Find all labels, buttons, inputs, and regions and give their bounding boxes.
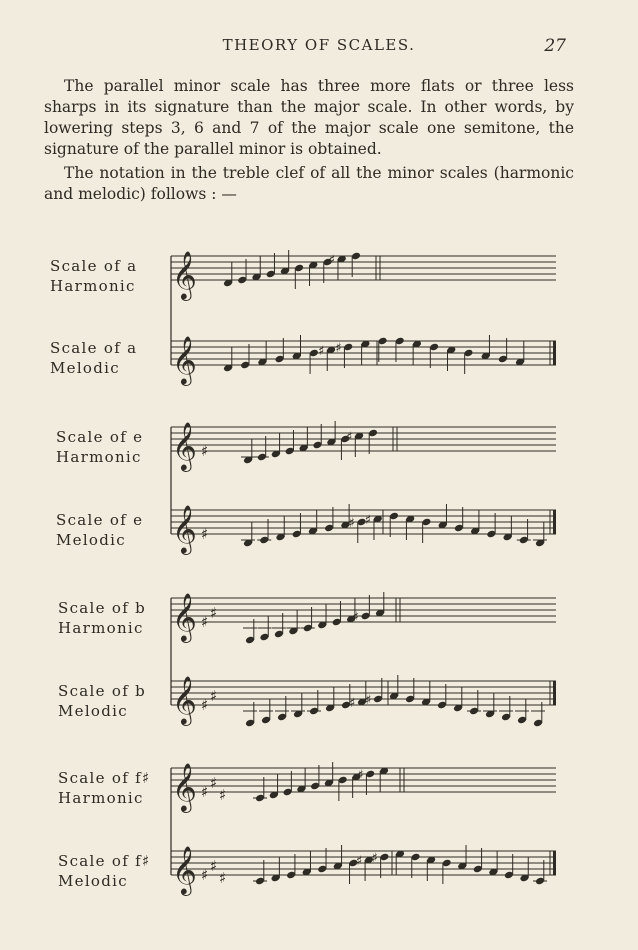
key-sharp-icon: ♯ xyxy=(210,774,218,792)
key-sharp-icon: ♯ xyxy=(219,786,227,804)
treble-clef-icon: 𝄞 xyxy=(172,421,197,470)
treble-clef-icon: 𝄞 xyxy=(172,504,197,553)
staff xyxy=(171,845,556,896)
accidental-icon: ♯ xyxy=(364,513,372,528)
accidental-icon: ♯ xyxy=(348,516,355,531)
key-sharp-icon: ♯ xyxy=(201,442,209,460)
key-sharp-icon: ♯ xyxy=(219,869,227,887)
paragraph: The parallel minor scale has three more flats or three less sharps in its signature than the major scale. In other words, by lowering steps 3, 6 and 7 of the major scale one semitone, the signature of the parallel minor is obtained. xyxy=(44,77,574,158)
accidental-icon: ♯ xyxy=(335,341,342,356)
treble-clef-icon: 𝄞 xyxy=(172,335,197,384)
final-barline xyxy=(553,681,556,705)
key-sharp-icon: ♯ xyxy=(201,696,209,714)
staff xyxy=(171,762,556,813)
staff xyxy=(171,421,556,472)
staff xyxy=(171,335,556,386)
staff xyxy=(171,592,556,644)
scale-label: Scale of b Melodic xyxy=(58,682,147,720)
paragraph: The notation in the treble clef of all the minor scales (harmonic and melodic) follows : — xyxy=(44,164,574,203)
staff xyxy=(171,250,556,301)
accidental-icon: ♯ xyxy=(328,253,336,268)
final-barline xyxy=(553,851,556,875)
accidental-icon: ♯ xyxy=(349,696,356,711)
key-sharp-icon: ♯ xyxy=(201,783,209,801)
staff xyxy=(171,504,556,555)
scale-label: Scale of b Harmonic xyxy=(58,599,147,637)
accidental-icon: ♯ xyxy=(346,430,353,445)
treble-clef-icon: 𝄞 xyxy=(172,592,197,641)
key-sharp-icon: ♯ xyxy=(201,866,209,884)
treble-clef-icon: 𝄞 xyxy=(172,250,197,299)
accidental-icon: ♯ xyxy=(352,610,359,625)
scale-label: Scale of f♯ Harmonic xyxy=(58,769,151,807)
scale-label: Scale of a Melodic xyxy=(50,339,138,377)
key-sharp-icon: ♯ xyxy=(210,604,218,622)
scale-label: Scale of a Harmonic xyxy=(50,257,138,295)
accidental-icon: ♯ xyxy=(365,693,372,708)
accidental-icon: ♯ xyxy=(357,768,364,783)
accidental-icon: ♯ xyxy=(318,344,325,359)
key-sharp-icon: ♯ xyxy=(201,525,209,543)
treble-clef-icon: 𝄞 xyxy=(172,845,197,894)
key-sharp-icon: ♯ xyxy=(210,857,218,875)
scale-label: Scale of e Harmonic xyxy=(56,428,144,466)
final-barline xyxy=(553,341,556,365)
scale-label: Scale of e Melodic xyxy=(56,511,144,549)
accidental-icon: ♯ xyxy=(355,854,363,869)
accidental-icon: ♯ xyxy=(371,851,378,866)
treble-clef-icon: 𝄞 xyxy=(172,762,197,811)
staff xyxy=(171,675,556,727)
final-barline xyxy=(553,510,556,534)
running-title: THEORY OF SCALES. xyxy=(222,36,416,54)
key-sharp-icon: ♯ xyxy=(201,613,209,631)
scale-label: Scale of f♯ Melodic xyxy=(58,852,151,890)
treble-clef-icon: 𝄞 xyxy=(172,675,197,724)
key-sharp-icon: ♯ xyxy=(210,687,218,705)
page-number: 27 xyxy=(544,36,566,56)
